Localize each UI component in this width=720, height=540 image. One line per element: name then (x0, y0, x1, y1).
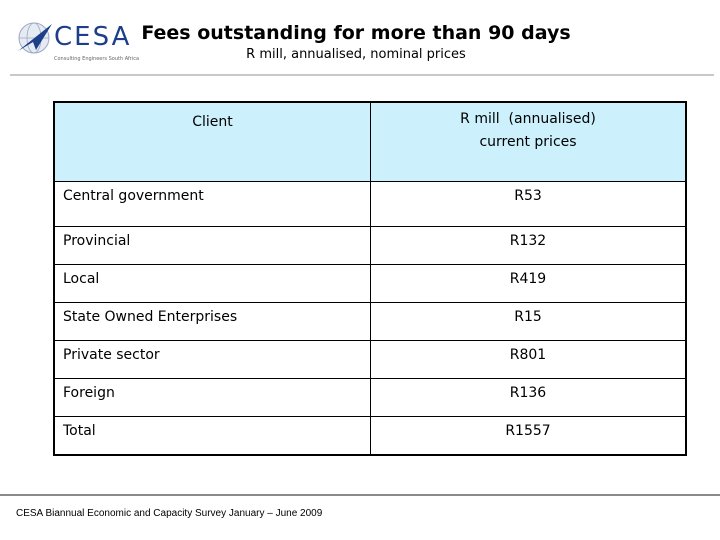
column-header-client (54, 102, 371, 182)
client-cell: State Owned Enterprises (54, 303, 371, 341)
footer-divider (0, 494, 720, 496)
table-row (54, 303, 686, 341)
value-cell: R15 (371, 303, 687, 341)
table-row (54, 265, 686, 303)
value-cell: R132 (371, 227, 687, 265)
value-cell: R53 (371, 182, 687, 227)
header-divider (10, 74, 714, 76)
footer-text: CESA Biannual Economic and Capacity Survey January – June 2009 (16, 508, 323, 519)
client-cell: Central government (54, 182, 371, 227)
fees-table (53, 101, 687, 456)
column-header-value-line2: current prices (479, 134, 577, 150)
client-cell: Private sector (54, 341, 371, 379)
logo-wordmark: CESA (54, 22, 132, 52)
table-row (54, 341, 686, 379)
client-cell: Foreign (54, 379, 371, 417)
table-row (54, 379, 686, 417)
column-header-client-label: Client (192, 114, 233, 130)
client-cell: Provincial (54, 227, 371, 265)
value-cell: R136 (371, 379, 687, 417)
table-header-row (54, 102, 686, 182)
client-cell: Local (54, 265, 371, 303)
cesa-logo (16, 18, 140, 68)
table-row (54, 182, 686, 227)
column-header-value (371, 102, 687, 182)
table-row (54, 227, 686, 265)
page-title: Fees outstanding for more than 90 days (141, 22, 571, 44)
table-row-total (54, 417, 686, 455)
value-cell: R801 (371, 341, 687, 379)
logo-tagline: Consulting Engineers South Africa (54, 56, 140, 62)
column-header-value-line1: R mill (annualised) (460, 111, 596, 127)
client-cell: Total (54, 417, 371, 455)
page-subtitle: R mill, annualised, nominal prices (246, 47, 466, 62)
value-cell: R1557 (371, 417, 687, 455)
globe-icon (16, 18, 56, 58)
value-cell: R419 (371, 265, 687, 303)
